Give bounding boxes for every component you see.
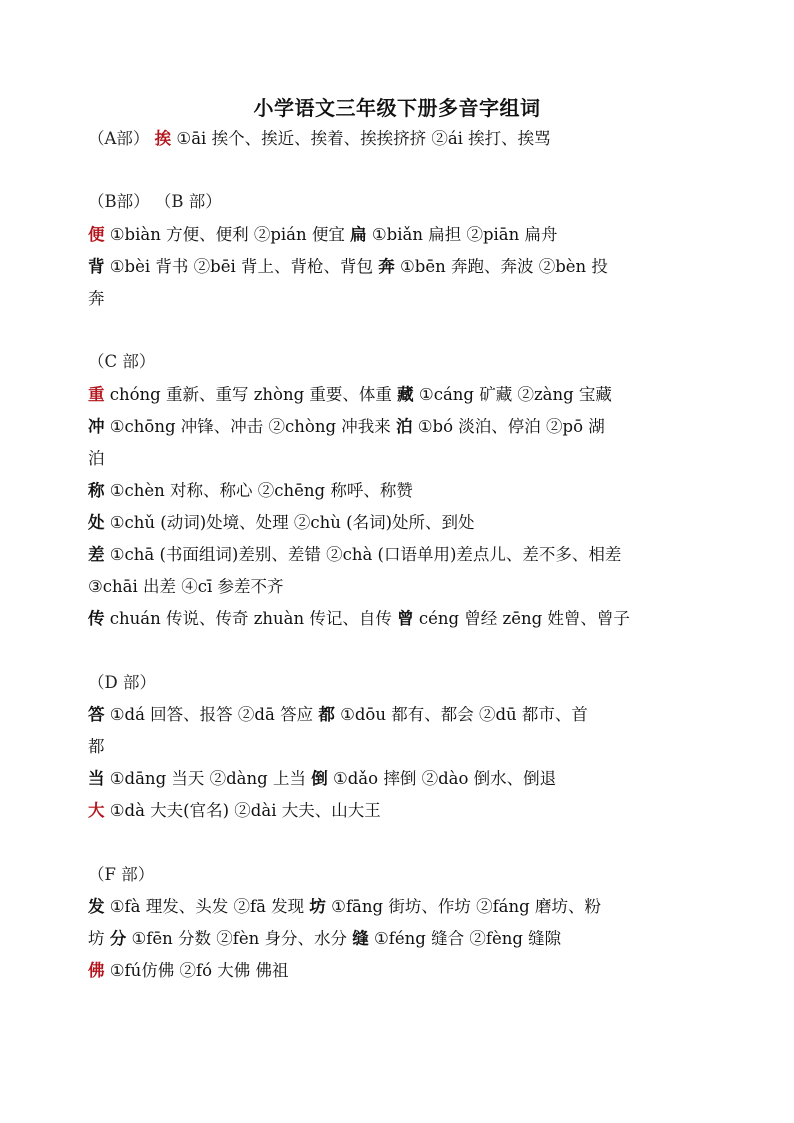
line-text: ①bó 淡泊、停泊 ②pō 湖 bbox=[412, 417, 605, 436]
line-text: ①chèn 对称、称心 ②chēng 称呼、称赞 bbox=[104, 481, 413, 500]
text-line bbox=[88, 603, 708, 635]
line-text: ③chāi 出差 ④cī 参差不齐 bbox=[88, 577, 284, 596]
line-text: ①dà 大夫(官名) ②dài 大夫、山大王 bbox=[104, 801, 381, 820]
headword: 答 bbox=[88, 705, 105, 724]
text-line bbox=[88, 123, 708, 155]
line-text: ①cáng 矿藏 ②zàng 宝藏 bbox=[413, 385, 612, 404]
headword: 泊 bbox=[396, 417, 413, 436]
line-text: 都 bbox=[88, 737, 105, 756]
text-line bbox=[88, 571, 708, 603]
page-title: 小学语文三年级下册多音字组词 bbox=[253, 96, 541, 120]
line-text: 奔 bbox=[88, 289, 105, 308]
text-line bbox=[88, 379, 708, 411]
text-line bbox=[88, 251, 708, 283]
line-text: ①chōng 冲锋、冲击 ②chòng 冲我来 bbox=[104, 417, 396, 436]
line-text: ①biàn 方便、便利 ②pián 便宜 bbox=[104, 225, 351, 244]
text-line bbox=[88, 891, 708, 923]
headword: 曾 bbox=[397, 609, 414, 628]
line-text: ①féng 缝合 ②fèng 缝隙 bbox=[368, 929, 562, 948]
text-line bbox=[88, 475, 708, 507]
section-label: （D 部） bbox=[88, 673, 156, 692]
text-line bbox=[88, 539, 708, 571]
headword: 背 bbox=[88, 257, 105, 276]
text-line bbox=[88, 667, 708, 699]
headword: 冲 bbox=[88, 417, 105, 436]
line-text: ①dōu 都有、都会 ②dū 都市、首 bbox=[334, 705, 588, 724]
headword: 重 bbox=[88, 385, 105, 404]
text-line bbox=[88, 859, 708, 891]
line-text: ①fēn 分数 ②fèn 身分、水分 bbox=[126, 929, 353, 948]
section-label: （B部） （B 部） bbox=[88, 192, 222, 211]
line-text: ①biǎn 扁担 ②piān 扁舟 bbox=[366, 225, 558, 244]
line-text: ①bēn 奔跑、奔波 ②bèn 投 bbox=[394, 257, 608, 276]
text-line bbox=[88, 346, 708, 378]
line-text: ①dá 回答、报答 ②dā 答应 bbox=[104, 705, 319, 724]
headword: 当 bbox=[88, 769, 105, 788]
text-line bbox=[88, 411, 708, 443]
line-text: ①fà 理发、头发 ②fā 发现 bbox=[104, 897, 310, 916]
headword: 发 bbox=[88, 897, 105, 916]
line-text: ①dǎo 摔倒 ②dào 倒水、倒退 bbox=[327, 769, 557, 788]
headword: 都 bbox=[318, 705, 335, 724]
text-line bbox=[88, 283, 708, 315]
headword: 扁 bbox=[350, 225, 367, 244]
headword: 缝 bbox=[352, 929, 369, 948]
text-line bbox=[88, 186, 708, 218]
headword: 大 bbox=[88, 801, 105, 820]
headword: 坊 bbox=[309, 897, 326, 916]
text-line bbox=[88, 763, 708, 795]
line-text: ①chǔ (动词)处境、处理 ②chù (名词)处所、到处 bbox=[104, 513, 475, 532]
text-line bbox=[88, 443, 708, 475]
section-label: （A部） bbox=[88, 129, 155, 148]
text-line bbox=[88, 923, 708, 955]
text-line bbox=[88, 731, 708, 763]
line-text: ①fú仿佛 ②fó 大佛 佛祖 bbox=[104, 961, 289, 980]
text-line bbox=[88, 699, 708, 731]
headword: 差 bbox=[88, 545, 105, 564]
text-line bbox=[88, 219, 708, 251]
line-text: céng 曾经 zēng 姓曾、曾子 bbox=[413, 609, 630, 628]
line-text: 坊 bbox=[88, 929, 110, 948]
headword: 藏 bbox=[397, 385, 414, 404]
headword: 处 bbox=[88, 513, 105, 532]
line-text: 泊 bbox=[88, 449, 105, 468]
line-text: chuán 传说、传奇 zhuàn 传记、自传 bbox=[104, 609, 398, 628]
line-text: ①fāng 街坊、作坊 ②fáng 磨坊、粉 bbox=[325, 897, 601, 916]
headword: 便 bbox=[88, 225, 105, 244]
line-text: ①bèi 背书 ②bēi 背上、背枪、背包 bbox=[104, 257, 379, 276]
line-text: ①chā (书面组词)差别、差错 ②chà (口语单用)差点儿、差不多、相差 bbox=[104, 545, 622, 564]
line-text: chóng 重新、重写 zhòng 重要、体重 bbox=[104, 385, 398, 404]
line-text: ①dāng 当天 ②dàng 上当 bbox=[104, 769, 312, 788]
headword: 倒 bbox=[311, 769, 328, 788]
text-line bbox=[88, 795, 708, 827]
section-label: （C 部） bbox=[88, 352, 156, 371]
line-text: ①āi 挨个、挨近、挨着、挨挨挤挤 ②ái 挨打、挨骂 bbox=[171, 129, 551, 148]
section-label: （F 部） bbox=[88, 865, 155, 884]
headword: 分 bbox=[109, 929, 127, 948]
headword: 挨 bbox=[154, 129, 172, 148]
headword: 称 bbox=[88, 481, 105, 500]
text-line bbox=[88, 507, 708, 539]
text-line bbox=[88, 955, 708, 987]
headword: 传 bbox=[88, 609, 105, 628]
headword: 奔 bbox=[378, 257, 395, 276]
headword: 佛 bbox=[88, 961, 105, 980]
